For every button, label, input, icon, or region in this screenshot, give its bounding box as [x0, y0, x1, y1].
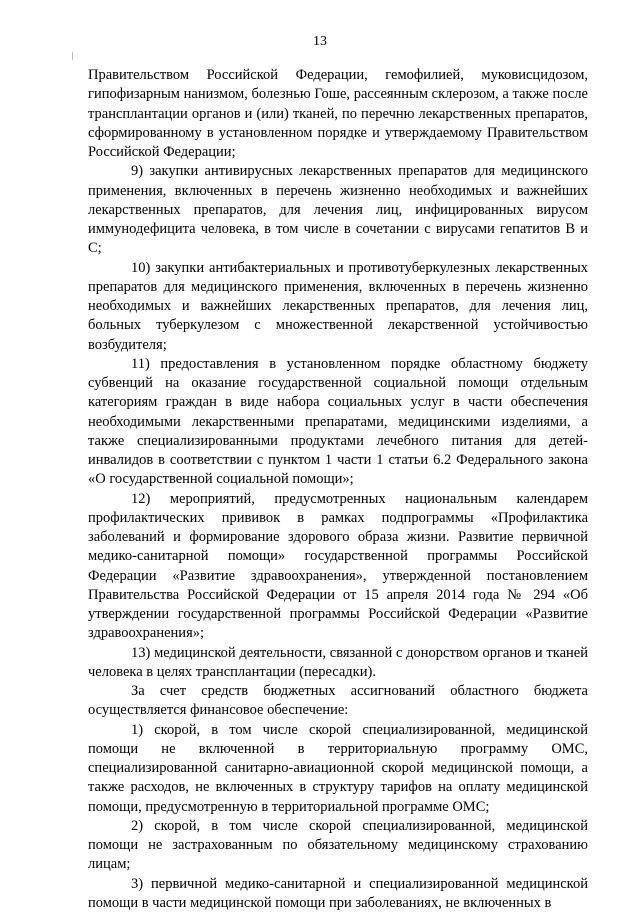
paragraph: Правительством Российской Федерации, гемофилией, муковисцидозом, гипофизарным нанизмом, болезнью Гоше, рассеянным склерозом, а также после трансплантации органов и (или) тканей, по перечню лекарственных препаратов, сформированному в установленном порядке и утверждаемому Правительством Российской Федерации;	[88, 66, 588, 162]
paragraph: 13) медицинской деятельности, связанной с донорством органов и тканей человека в целях трансплантации (пересадки).	[88, 644, 588, 683]
paragraph: 10) закупки антибактериальных и противотуберкулезных лекарственных препаратов для медицинского применения, включенных в перечень жизненно необходимых и важнейших лекарственных препаратов, для лечения лиц, больных туберкулезом с множественной лекарственной устойчивостью возбудителя;	[88, 259, 588, 355]
body-text	[88, 66, 588, 913]
paragraph: 12) мероприятий, предусмотренных национальным календарем профилактических прививок в рамках подпрограммы «Профилактика заболеваний и формирование здорового образа жизни. Развитие первичной медико-санитарной помощи» государственной программы Российской Федерации «Развитие здравоохранения», утвержденной постановлением Правительства Российской Федерации от 15 апреля 2014 года № 294 «Об утверждении государственной программы Российской Федерации «Развитие здравоохранения»;	[88, 490, 588, 644]
paragraph: За счет средств бюджетных ассигнований областного бюджета осуществляется финансовое обеспечение:	[88, 682, 588, 721]
scan-mark	[72, 52, 73, 60]
paragraph: 11) предоставления в установленном порядке областному бюджету субвенций на оказание государственной социальной помощи отдельным категориям граждан в виде набора социальных услуг в части обеспечения необходимыми лекарственными препаратами, медицинскими изделиями, а также специализированными продуктами лечебного питания для детей-инвалидов в соответствии с пунктом 1 части 1 статьи 6.2 Федерального закона «О государственной социальной помощи»;	[88, 355, 588, 490]
paragraph: 9) закупки антивирусных лекарственных препаратов для медицинского применения, включенных в перечень жизненно необходимых и важнейших лекарственных препаратов, для лечения лиц, инфицированных вирусом иммунодефицита человека, в том числе в сочетании с вирусами гепатитов В и С;	[88, 162, 588, 258]
page-number: 13	[0, 34, 640, 50]
paragraph: 1) скорой, в том числе скорой специализированной, медицинской помощи не включенной в территориальную программу ОМС, специализированной санитарно-авиационной скорой медицинской помощи, а также расходов, не включенных в структуру тарифов на оплату медицинской помощи, предусмотренную в территориальной программе ОМС;	[88, 721, 588, 817]
paragraph: 2) скорой, в том числе скорой специализированной, медицинской помощи не застрахованным по обязательному медицинскому страхованию лицам;	[88, 817, 588, 875]
paragraph: 3) первичной медико-санитарной и специализированной медицинской помощи в части медицинской помощи при заболеваниях, не включенных в	[88, 875, 588, 913]
